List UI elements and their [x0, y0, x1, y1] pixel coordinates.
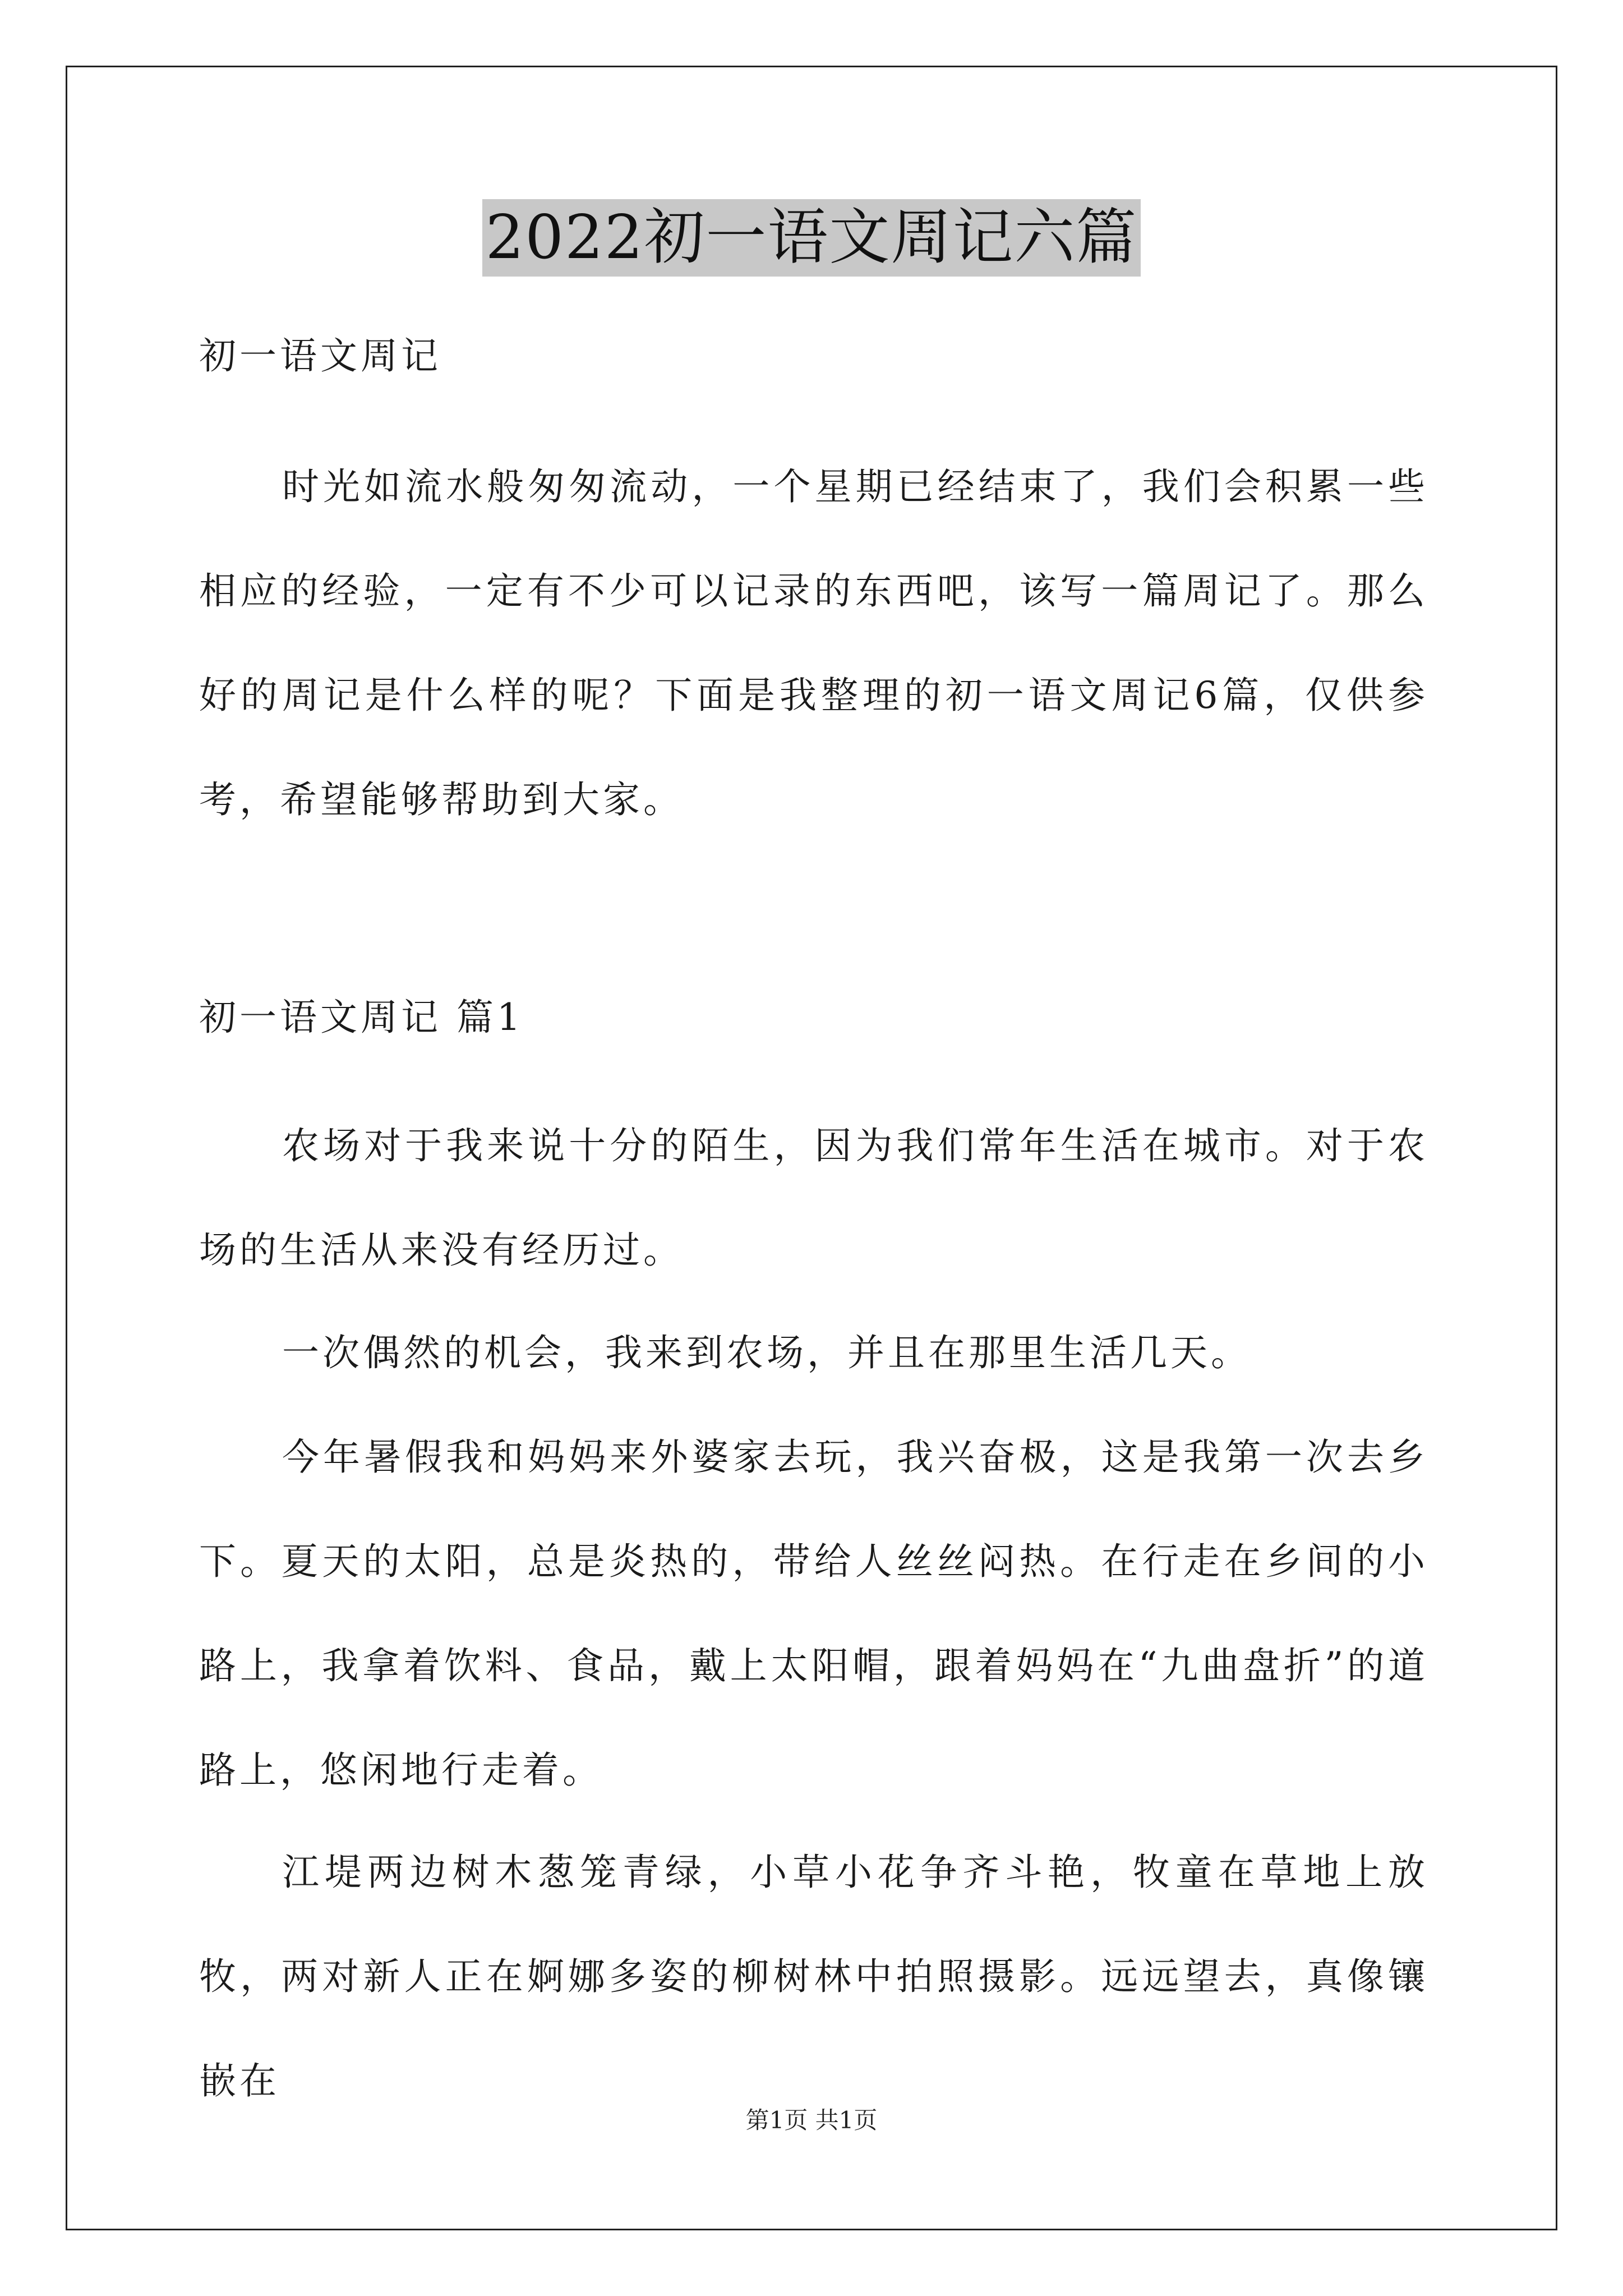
section-heading-1: 初一语文周记 篇1: [199, 996, 524, 1039]
paragraph: 今年暑假我和妈妈来外婆家去玩，我兴奋极，这是我第一次去乡下。夏天的太阳，总是炎热的，带给人丝丝闷热。在行走在乡间的小路上，我拿着饮料、食品，戴上太阳帽，跟着妈妈在“九曲盘折”的道路上，悠闲地行走着。: [199, 1435, 1428, 1792]
paragraph: 江堤两边树木葱笼青绿，小草小花争齐斗艳，牧童在草地上放牧，两对新人正在婀娜多姿的柳树林中拍照摄影。远远望去，真像镶嵌在: [199, 1851, 1428, 2102]
title-container: [0, 199, 1623, 277]
document-title: 2022初一语文周记六篇: [482, 199, 1141, 277]
intro-paragraph: 时光如流水般匆匆流动，一个星期已经结束了，我们会积累一些相应的经验，一定有不少可以记录的东西吧，该写一篇周记了。那么好的周记是什么样的呢？下面是我整理的初一语文周记6篇，仅供参考，希望能够帮助到大家。: [199, 465, 1428, 821]
paragraph: 一次偶然的机会，我来到农场，并且在那里生活几天。: [282, 1331, 1251, 1374]
paragraph: 农场对于我来说十分的陌生，因为我们常年生活在城市。对于农场的生活从来没有经历过。: [199, 1124, 1428, 1272]
page-footer: 第1页 共1页: [745, 2106, 878, 2134]
intro-heading: 初一语文周记: [199, 334, 441, 378]
